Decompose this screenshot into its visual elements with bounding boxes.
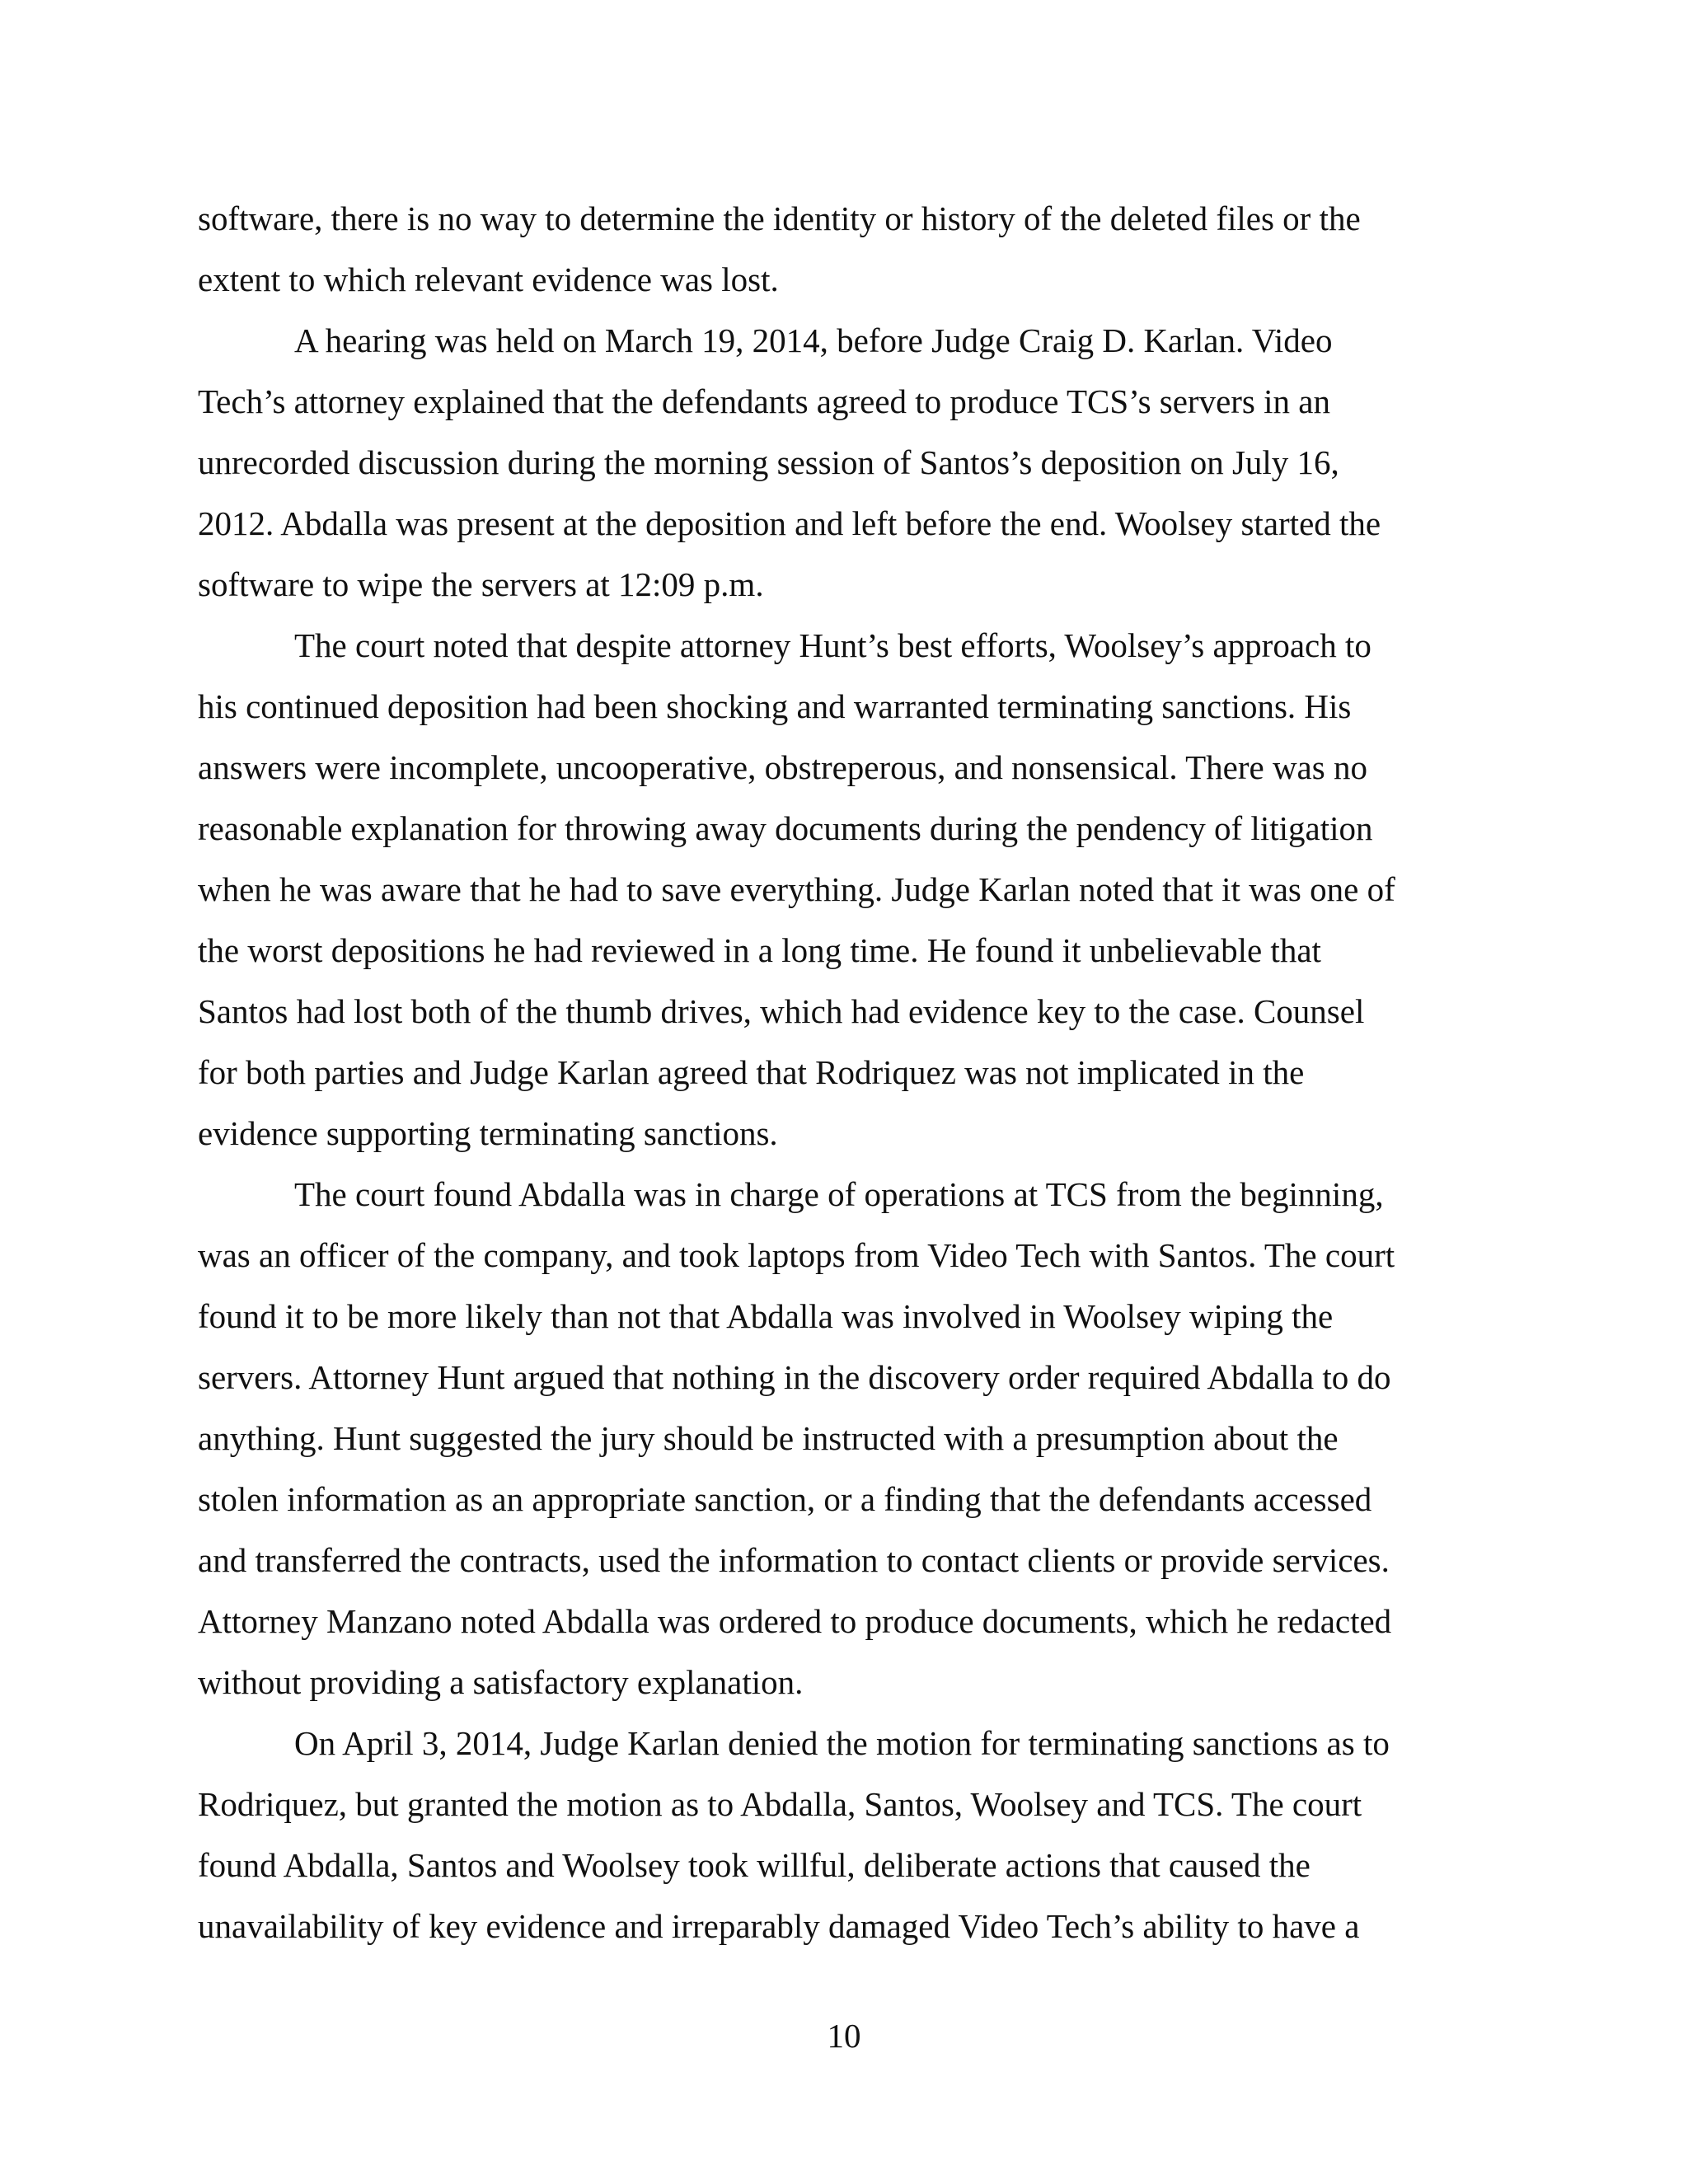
text-line: without providing a satisfactory explanation. (198, 1663, 804, 1701)
text-line: Tech’s attorney explained that the defendants agreed to produce TCS’s servers in an (198, 382, 1330, 420)
text-line: anything. Hunt suggested the jury should be instructed with a presumption about the (198, 1419, 1339, 1457)
text-line: servers. Attorney Hunt argued that nothing in the discovery order required Abdalla to do (198, 1358, 1391, 1396)
paragraph-start-line: The court found Abdalla was in charge of operations at TCS from the beginning, (294, 1175, 1384, 1213)
text-line: when he was aware that he had to save everything. Judge Karlan noted that it was one of (198, 870, 1395, 908)
text-line: software, there is no way to determine the identity or history of the deleted files or the (198, 199, 1361, 237)
text-line: evidence supporting terminating sanctions. (198, 1114, 778, 1152)
text-line: stolen information as an appropriate sanction, or a finding that the defendants accessed (198, 1480, 1372, 1518)
text-line: for both parties and Judge Karlan agreed that Rodriquez was not implicated in the (198, 1053, 1305, 1091)
text-line: reasonable explanation for throwing away documents during the pendency of litigation (198, 809, 1373, 847)
text-line: Rodriquez, but granted the motion as to Abdalla, Santos, Woolsey and TCS. The court (198, 1785, 1362, 1823)
text-line: 2012. Abdalla was present at the deposition and left before the end. Woolsey started the (198, 504, 1381, 542)
text-line: and transferred the contracts, used the information to contact clients or provide services. (198, 1541, 1390, 1579)
text-line: unrecorded discussion during the morning session of Santos’s deposition on July 16, (198, 443, 1339, 481)
text-line: answers were incomplete, uncooperative, obstreperous, and nonsensical. There was no (198, 748, 1367, 786)
text-line: found Abdalla, Santos and Woolsey took willful, deliberate actions that caused the (198, 1846, 1311, 1884)
text-line: extent to which relevant evidence was lost. (198, 260, 779, 298)
text-line: the worst depositions he had reviewed in a long time. He found it unbelievable that (198, 931, 1321, 969)
text-line: his continued deposition had been shocking and warranted terminating sanctions. His (198, 687, 1352, 725)
text-line: unavailability of key evidence and irreparably damaged Video Tech’s ability to have a (198, 1907, 1360, 1945)
text-line: found it to be more likely than not that Abdalla was involved in Woolsey wiping the (198, 1297, 1334, 1335)
paragraph-start-line: A hearing was held on March 19, 2014, before Judge Craig D. Karlan. Video (294, 321, 1333, 359)
paragraph-start-line: The court noted that despite attorney Hunt’s best efforts, Woolsey’s approach to (294, 626, 1372, 664)
text-line: Attorney Manzano noted Abdalla was ordered to produce documents, which he redacted (198, 1602, 1392, 1640)
paragraph-start-line: On April 3, 2014, Judge Karlan denied the motion for terminating sanctions as to (294, 1724, 1390, 1762)
text-line: was an officer of the company, and took laptops from Video Tech with Santos. The court (198, 1236, 1395, 1274)
page-number: 10 (827, 2017, 861, 2055)
text-line: Santos had lost both of the thumb drives, which had evidence key to the case. Counsel (198, 992, 1365, 1030)
text-line: software to wipe the servers at 12:09 p.m. (198, 565, 764, 603)
